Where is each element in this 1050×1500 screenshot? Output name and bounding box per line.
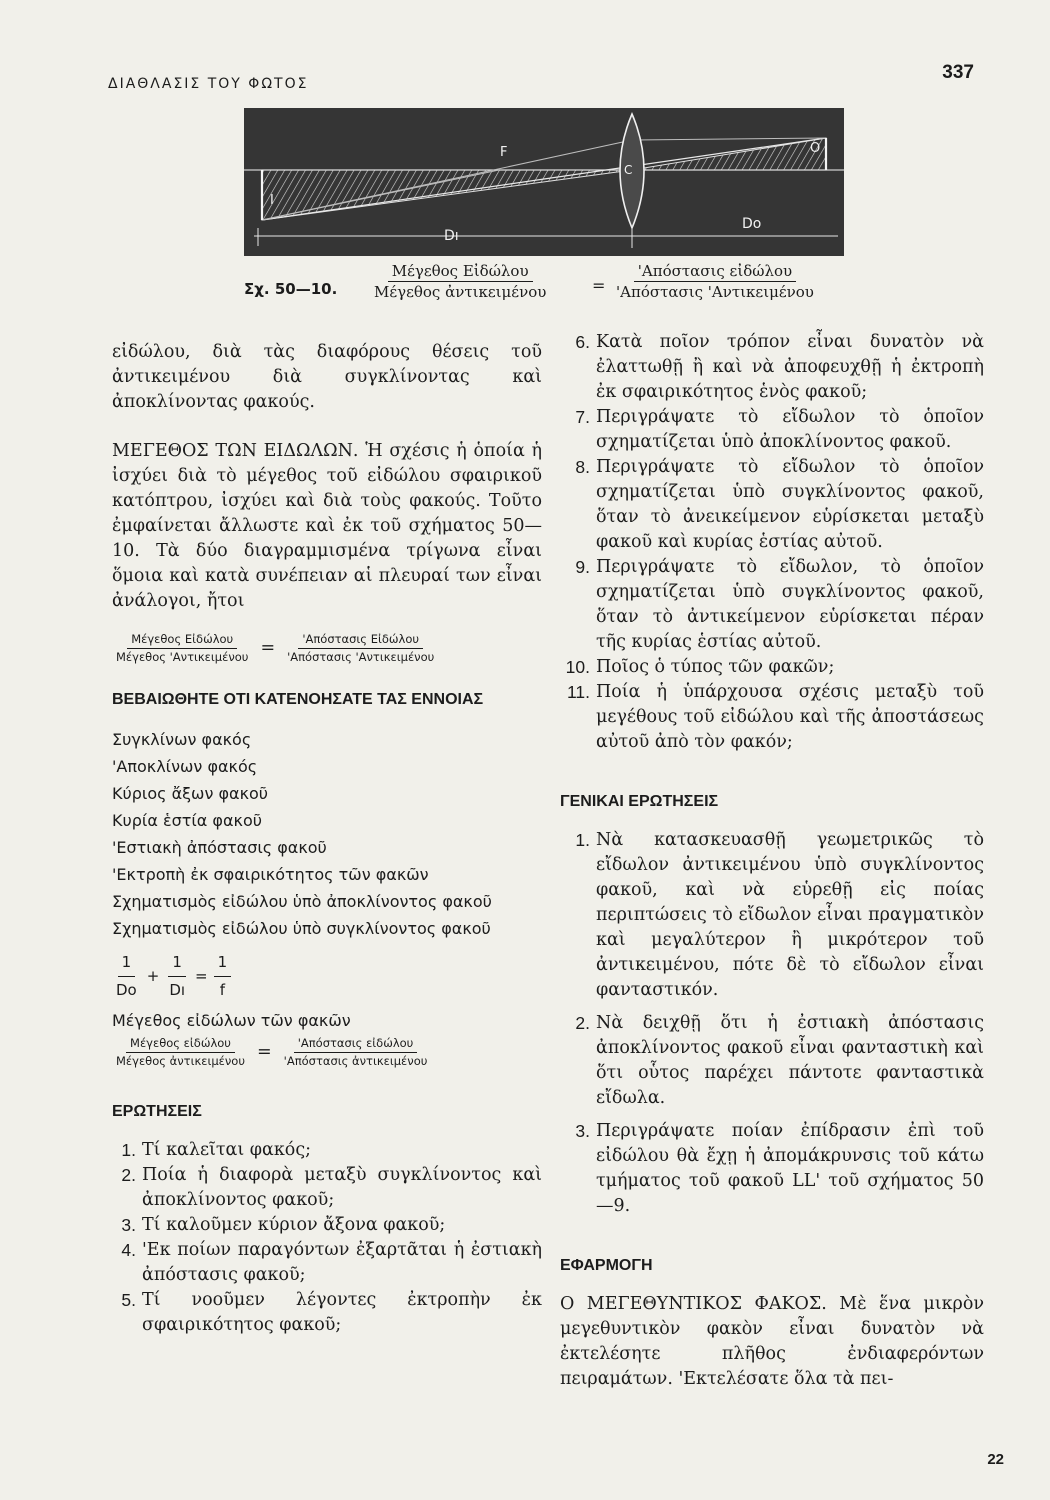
caption-num-right: 'Απόστασις εἰδώλου xyxy=(634,262,796,282)
f1-num-right: 'Απόστασις Εἰδώλου xyxy=(298,632,423,649)
general-questions-list xyxy=(560,828,984,1219)
question-number: 4. xyxy=(121,1240,136,1260)
questions-heading: ΕΡΩΤΗΣΕΙΣ xyxy=(112,1103,202,1120)
question-item xyxy=(106,1163,542,1213)
question-number: 6. xyxy=(575,332,590,352)
lens-diagram xyxy=(244,108,844,256)
question-text: Ποία ἡ διαφορὰ μεταξὺ συγκλίνοντος καὶ ἀποκλίνοντος φακοῦ; xyxy=(142,1165,542,1210)
signature-mark: 22 xyxy=(987,1451,1004,1468)
question-text: Ποία ἡ ὑπάρχουσα σχέσις μεταξὺ τοῦ μεγέθους τοῦ εἰδώλου καὶ τῆς ἀποστάσεως αὐτοῦ ἀπὸ τὸν φακόν; xyxy=(596,682,984,752)
question-item xyxy=(106,1138,542,1163)
figure-label: Σχ. 50—10. xyxy=(244,280,338,298)
question-number: 3. xyxy=(121,1215,136,1235)
f1-den-right: 'Απόστασις 'Αντικειμένου xyxy=(287,650,435,664)
question-text: Ποῖος ὁ τύπος τῶν φακῶν; xyxy=(596,657,835,677)
lf-num-3: 1 xyxy=(214,950,232,977)
page-number: 337 xyxy=(942,62,974,83)
lf-den-do: Do xyxy=(116,981,137,999)
question-item xyxy=(560,555,984,655)
question-text: Περιγράψατε τὸ εἴδωλον τὸ ὁποῖον σχηματίζεται ὑπὸ συγκλίνοντος φακοῦ, ὅταν τὸ ἀνεικείμενον εὑρίσκεται μεταξὺ φακοῦ καὶ κυρίας ἑστίας αὐτοῦ. xyxy=(596,457,984,552)
image-label: I xyxy=(270,193,274,208)
f2-den-left: Μέγεθος ἀντικειμένου xyxy=(116,1054,245,1068)
right-column xyxy=(560,330,984,1392)
f2-den-right: 'Απόστασις ἀντικειμένου xyxy=(283,1054,428,1068)
caption-den-left: Μέγεθος ἀντικειμένου xyxy=(374,283,547,301)
formula-1 xyxy=(112,632,542,665)
concept-item: Σχηματισμὸς εἰδώλου ὑπὸ συγκλίνοντος φακοῦ xyxy=(112,919,491,938)
question-text: Τί καλοῦμεν κύριον ἄξονα φακοῦ; xyxy=(142,1215,446,1235)
application-paragraph xyxy=(560,1292,984,1392)
caption-equals: = xyxy=(592,276,606,295)
question-number: 1. xyxy=(121,1140,136,1160)
concept-item: Κύριος ἄξων φακοῦ xyxy=(112,784,269,803)
caption-fraction-right xyxy=(612,262,818,301)
lf-den-di: Dı xyxy=(169,981,186,999)
f1-num-left: Μέγεθος Εἰδώλου xyxy=(127,632,237,649)
di-label: Dı xyxy=(444,228,459,244)
question-text: 'Εκ ποίων παραγόντων ἐξαρτᾶται ἡ ἐστιακὴ ἀπόστασις φακοῦ; xyxy=(142,1240,542,1285)
question-text: Νὰ δειχθῇ ὅτι ἡ ἐστιακὴ ἀπόστασις ἀποκλίνοντος φακοῦ εἶναι φανταστικὴ καὶ ὅτι οὗτος παρέχει πάντοτε φανταστικὰ εἴδωλα. xyxy=(596,1013,984,1108)
questions-continued xyxy=(560,330,984,755)
concept-item: Σχηματισμὸς εἰδώλου ὑπὸ ἀποκλίνοντος φακοῦ xyxy=(112,892,492,911)
question-number: 9. xyxy=(575,557,590,577)
application-text: Μὲ ἕνα μικρὸν μεγεθυντικὸν φακὸν εἶναι δυνατὸν νὰ ἐκτελέσητε πλῆθος ἐνδιαφερόντων πειραμάτων. 'Εκτελέσατε ὅλα τὰ πει- xyxy=(560,1294,984,1389)
object-label: O xyxy=(810,141,821,156)
question-text: Περιγράψατε τὸ εἴδωλον τὸ ὁποῖον σχηματίζεται ὑπὸ ἀποκλίνοντος φακοῦ. xyxy=(596,407,984,452)
question-number: 8. xyxy=(575,457,590,477)
lf-num-2: 1 xyxy=(168,950,186,977)
question-item xyxy=(560,655,984,680)
lf-plus: + xyxy=(146,967,160,985)
question-text: Τί νοοῦμεν λέγοντες ἐκτροπὴν ἐκ σφαιρικότητος φακοῦ; xyxy=(142,1290,542,1335)
question-number: 10. xyxy=(565,657,590,677)
f2-equals: = xyxy=(257,1042,272,1062)
f2-num-left: Μέγεθος εἰδώλου xyxy=(126,1036,235,1053)
f1-den-left: Μέγεθος 'Αντικειμένου xyxy=(116,650,249,664)
question-item xyxy=(106,1288,542,1338)
concepts-list xyxy=(112,726,542,942)
question-number: 2. xyxy=(575,1013,590,1033)
lens-formula xyxy=(112,950,542,1003)
question-item xyxy=(560,455,984,555)
left-column xyxy=(112,340,542,1338)
image-size-paragraph xyxy=(112,439,542,614)
lf-num-1: 1 xyxy=(118,950,136,977)
caption-den-right: 'Απόστασις 'Αντικειμένου xyxy=(616,283,814,301)
question-item xyxy=(106,1213,542,1238)
application-subheading: Ο ΜΕΓΕΘΥΝΤΙΚΟΣ ΦΑΚΟΣ. xyxy=(560,1294,827,1314)
question-number: 2. xyxy=(121,1165,136,1185)
focus-label: F xyxy=(500,145,508,160)
general-question-item xyxy=(560,828,984,1003)
question-number: 1. xyxy=(575,830,590,850)
section-text: Ἡ σχέσις ἡ ὁποία ἡ ἰσχύει διὰ τὸ μέγεθος τοῦ εἰδώλου σφαιρικοῦ κατόπτρου, ἰσχύει καὶ διὰ τοὺς φακούς. Τοῦτο ἐμφαίνεται ἄλλωστε καὶ ἐκ τοῦ σχήματος 50—10. Τὰ δύο διαγραμμισμένα τρίγωνα εἶναι ὅμοια καὶ κατὰ συνέπειαν αἱ πλευραί των εἶναι ἀνάλογοι, ἤτοι xyxy=(112,441,542,611)
figure-caption xyxy=(244,262,864,310)
question-text: Περιγράψατε ποίαν ἐπίδρασιν ἐπὶ τοῦ εἰδώλου θὰ ἔχῃ ἡ ἀπομάκρυνσις τοῦ κάτω τμήματος τοῦ φακοῦ LL' τοῦ σχήματος 50—9. xyxy=(596,1121,984,1216)
f2-num-right: 'Απόστασις εἰδώλου xyxy=(294,1036,418,1053)
section-heading: ΜΕΓΕΘΟΣ ΤΩΝ ΕΙΔΩΛΩΝ. xyxy=(112,441,359,461)
lf-den-f: f xyxy=(219,981,226,999)
size-heading: Μέγεθος εἰδώλων τῶν φακῶν xyxy=(112,1011,351,1030)
center-label: C xyxy=(624,163,633,177)
concept-item: Κυρία ἑστία φακοῦ xyxy=(112,811,262,830)
question-text: Κατὰ ποῖον τρόπον εἶναι δυνατὸν νὰ ἐλαττωθῇ ἢ καὶ νὰ ἀποφευχθῇ ἡ ἐκτροπὴ ἐκ σφαιρικότητος ἑνὸς φακοῦ; xyxy=(596,332,984,402)
question-item xyxy=(106,1238,542,1288)
formula-2 xyxy=(112,1036,542,1069)
question-number: 5. xyxy=(121,1290,136,1310)
do-label: Do xyxy=(742,216,762,232)
concept-item: 'Εκτροπὴ ἐκ σφαιρικότητος τῶν φακῶν xyxy=(112,865,429,884)
lf-equals: = xyxy=(195,967,208,985)
question-number: 11. xyxy=(566,682,590,702)
concepts-heading: ΒΕΒΑΙΩΘΗΤΕ ΟΤΙ ΚΑΤΕΝΟΗΣΑΤΕ ΤΑΣ ΕΝΝΟΙΑΣ xyxy=(112,691,484,708)
questions-list xyxy=(106,1138,542,1338)
question-number: 3. xyxy=(575,1121,590,1141)
caption-num-left: Μέγεθος Εἰδώλου xyxy=(388,262,533,282)
concept-item: Συγκλίνων φακός xyxy=(112,730,252,749)
question-item xyxy=(560,330,984,405)
running-header: ΔΙΑΘΛΑΣΙΣ ΤΟΥ ΦΩΤΟΣ xyxy=(108,76,309,92)
concept-item: 'Αποκλίνων φακός xyxy=(112,757,258,776)
question-text: Περιγράψατε τὸ εἴδωλον, τὸ ὁποῖον σχηματίζεται ὑπὸ συγκλίνοντος φακοῦ, ὅταν τὸ ἀντικείμενον εὑρίσκεται πέραν τῆς κυρίας ἑστίας αὐτοῦ. xyxy=(596,557,984,652)
question-number: 7. xyxy=(575,407,590,427)
intro-paragraph: εἰδώλου, διὰ τὰς διαφόρους θέσεις τοῦ ἀντικειμένου διὰ συγκλίνοντας καὶ ἀποκλίνοντας φακούς. xyxy=(112,342,542,412)
question-item xyxy=(560,680,984,755)
caption-fraction-left xyxy=(370,262,550,301)
application-heading: ΕΦΑΡΜΟΓΗ xyxy=(560,1257,653,1274)
question-text: Νὰ κατασκευασθῇ γεωμετρικῶς τὸ εἴδωλον ἀντικειμένου ὑπὸ συγκλίνοντος φακοῦ, καὶ νὰ εὑρεθῇ εἰς ποίας περιπτώσεις τὸ εἴδωλον εἶναι πραγματικὸν καὶ μεγαλύτερον ἢ μικρότερον τοῦ ἀντικειμένου, πότε δὲ τὸ εἴδωλον εἶναι φανταστικόν. xyxy=(596,830,984,1000)
concept-item: 'Εστιακὴ ἀπόστασις φακοῦ xyxy=(112,838,327,857)
question-item xyxy=(560,405,984,455)
f1-equals: = xyxy=(260,638,276,658)
question-text: Τί καλεῖται φακός; xyxy=(142,1140,312,1160)
general-questions-heading: ΓΕΝΙΚΑΙ ΕΡΩΤΗΣΕΙΣ xyxy=(560,793,719,810)
general-question-item xyxy=(560,1011,984,1111)
general-question-item xyxy=(560,1119,984,1219)
